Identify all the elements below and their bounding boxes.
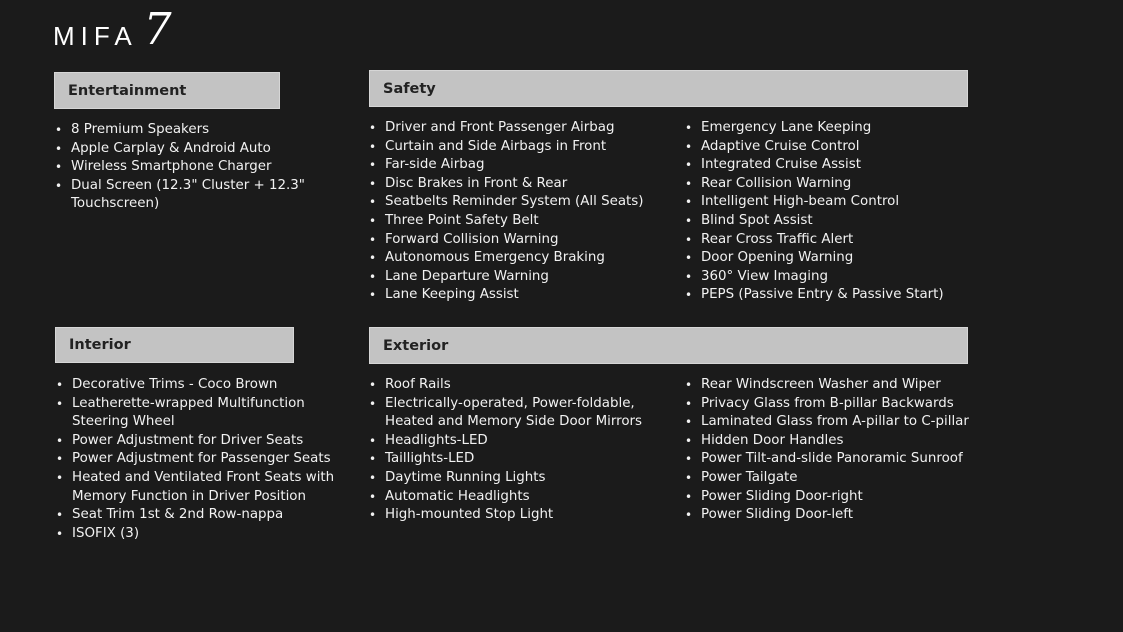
feature-item: • PEPS (Passive Entry & Passive Start) bbox=[685, 286, 985, 305]
feature-item: • Lane Keeping Assist bbox=[369, 286, 679, 305]
feature-item: • Rear Cross Traffic Alert bbox=[685, 231, 985, 250]
safety-header bbox=[369, 70, 968, 107]
brand-logo bbox=[53, 4, 172, 55]
feature-item: • Adaptive Cruise Control bbox=[685, 138, 985, 157]
feature-item: • Emergency Lane Keeping bbox=[685, 119, 985, 138]
feature-item: • Headlights-LED bbox=[369, 432, 679, 451]
feature-item: • 8 Premium Speakers bbox=[55, 121, 345, 140]
entertainment-list bbox=[55, 121, 345, 214]
feature-item: • Apple Carplay & Android Auto bbox=[55, 140, 345, 159]
feature-item: • Wireless Smartphone Charger bbox=[55, 158, 345, 177]
feature-item: • Seatbelts Reminder System (All Seats) bbox=[369, 193, 679, 212]
feature-item: • Power Sliding Door-left bbox=[685, 506, 985, 525]
feature-item: • 360° View Imaging bbox=[685, 268, 985, 287]
entertainment-header bbox=[54, 72, 280, 109]
feature-item: • Taillights-LED bbox=[369, 450, 679, 469]
exterior-list-right bbox=[685, 376, 985, 525]
logo-model-number: 7 bbox=[143, 4, 172, 55]
feature-item: • Forward Collision Warning bbox=[369, 231, 679, 250]
feature-item: • Privacy Glass from B-pillar Backwards bbox=[685, 395, 985, 414]
feature-item: • Door Opening Warning bbox=[685, 249, 985, 268]
interior-header bbox=[55, 327, 294, 363]
feature-item: • Heated and Ventilated Front Seats with Memory Function in Driver Position bbox=[56, 469, 346, 506]
feature-item: • Roof Rails bbox=[369, 376, 679, 395]
feature-item: • Hidden Door Handles bbox=[685, 432, 985, 451]
feature-item: • Integrated Cruise Assist bbox=[685, 156, 985, 175]
feature-item: • Power Tailgate bbox=[685, 469, 985, 488]
feature-item: • Power Adjustment for Passenger Seats bbox=[56, 450, 346, 469]
feature-item: • Three Point Safety Belt bbox=[369, 212, 679, 231]
safety-list-left bbox=[369, 119, 679, 305]
interior-list bbox=[56, 376, 346, 543]
feature-item: • Laminated Glass from A-pillar to C-pillar bbox=[685, 413, 985, 432]
feature-item: • Dual Screen (12.3" Cluster + 12.3" Touchscreen) bbox=[55, 177, 345, 214]
feature-item: • Driver and Front Passenger Airbag bbox=[369, 119, 679, 138]
feature-item: • Autonomous Emergency Braking bbox=[369, 249, 679, 268]
feature-item: • Lane Departure Warning bbox=[369, 268, 679, 287]
feature-item: • Rear Windscreen Washer and Wiper bbox=[685, 376, 985, 395]
feature-item: • Power Adjustment for Driver Seats bbox=[56, 432, 346, 451]
logo-text: MIFA bbox=[53, 21, 138, 51]
feature-item: • Daytime Running Lights bbox=[369, 469, 679, 488]
feature-item: • Power Sliding Door-right bbox=[685, 488, 985, 507]
safety-title: Safety bbox=[383, 80, 436, 97]
feature-item: • Far-side Airbag bbox=[369, 156, 679, 175]
feature-item: • Electrically-operated, Power-foldable, Heated and Memory Side Door Mirrors bbox=[369, 395, 679, 432]
feature-item: • Curtain and Side Airbags in Front bbox=[369, 138, 679, 157]
feature-item: • Automatic Headlights bbox=[369, 488, 679, 507]
feature-item: • Power Tilt-and-slide Panoramic Sunroof bbox=[685, 450, 985, 469]
feature-item: • Intelligent High-beam Control bbox=[685, 193, 985, 212]
exterior-title: Exterior bbox=[383, 337, 449, 354]
feature-item: • Blind Spot Assist bbox=[685, 212, 985, 231]
feature-item: • Leatherette-wrapped Multifunction Steering Wheel bbox=[56, 395, 346, 432]
interior-title: Interior bbox=[69, 337, 131, 353]
feature-item: • ISOFIX (3) bbox=[56, 525, 346, 544]
exterior-header bbox=[369, 327, 968, 364]
safety-list-right bbox=[685, 119, 985, 305]
feature-item: • Disc Brakes in Front & Rear bbox=[369, 175, 679, 194]
entertainment-title: Entertainment bbox=[68, 82, 187, 99]
exterior-list-left bbox=[369, 376, 679, 525]
feature-item: • Rear Collision Warning bbox=[685, 175, 985, 194]
feature-item: • Seat Trim 1st & 2nd Row-nappa bbox=[56, 506, 346, 525]
feature-item: • High-mounted Stop Light bbox=[369, 506, 679, 525]
feature-item: • Decorative Trims - Coco Brown bbox=[56, 376, 346, 395]
